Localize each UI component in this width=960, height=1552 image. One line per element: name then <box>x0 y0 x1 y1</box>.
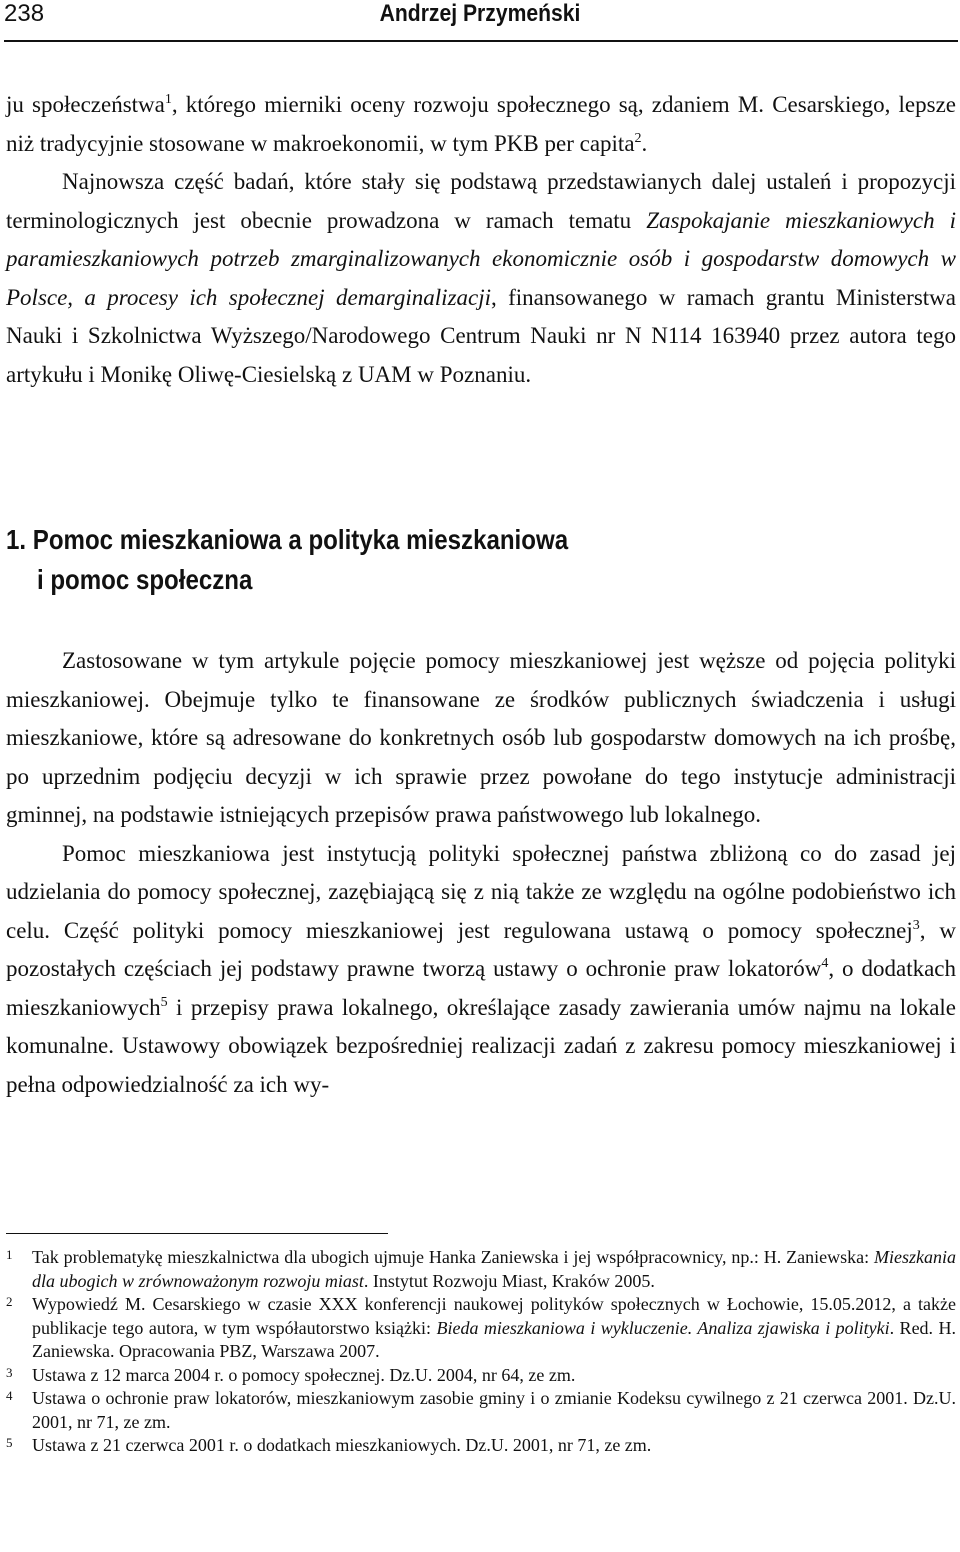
footnote-2: 2 Wypowiedź M. Cesarskiego w czasie XXX konferencji naukowej polityków społecznych w Łochowie, 15.05.2012, a także publikacje tego autora, w tym współautorstwo książki: Bieda mieszkaniowa i wykluczenie. Analiza zjawiska i polityki. Red. H. Zaniewska. Opracowania PBZ, Warszawa 2007. <box>6 1293 956 1364</box>
footnote-ref-3[interactable]: 3 <box>912 917 920 933</box>
running-head-author: Andrzej Przymeński <box>379 0 581 27</box>
footnote-ref-5[interactable]: 5 <box>160 994 168 1010</box>
footnote-number: 3 <box>6 1364 13 1380</box>
footnote-number: 2 <box>6 1294 13 1309</box>
footnote-1: 1 Tak problematykę mieszkalnictwa dla ubogich ujmuje Hanka Zaniewska i jej współpracownicy, np.: H. Zaniewska: Mieszkania dla ubogich w zrównoważonym rozwoju miast. Instytut Rozwoju Miast, Kraków 2005. <box>6 1246 956 1293</box>
footnote-5: 5 Ustawa z 21 czerwca 2001 r. o dodatkach mieszkaniowych. Dz.U. 2001, nr 71, ze zm. <box>6 1434 956 1458</box>
body-text-top <box>6 86 956 394</box>
paragraph-continuation: ju społeczeństwa$^1$, którego mierniki oceny rozwoju społecznego są, zdaniem M. Cesarskiego, lepsze niż tradycyjnie stosowane w makroekonomii, w tym PKB per capita$^2$. <box>6 92 956 156</box>
paragraph-institution: Pomoc mieszkaniowa jest instytucją polityki społecznej państwa zbliżoną co do zasad jej udzielania do pomocy społecznej, zazębiającą się z nią także ze względu na ogólne podobieństwo ich celu. Część polityki pomocy mieszkaniowej jest regulowana ustawą o pomocy społecznej$^3$, w pozostałych częściach jej podstawy prawne tworzą ustawy o ochronie praw lokatorów$^4$, o dodatkach mieszkaniowych$^5$ i przepisy prawa lokalnego, określające zasady zawierania umów najmu na lokale komunalne. Ustawowy obowiązek bezpośredniej realizacji zadań z zakresu pomocy mieszkaniowej i pełna odpowiedzialność za ich wy- <box>6 840 956 1097</box>
paragraph-research: Najnowsza część badań, które stały się podstawą przedstawianych dalej ustaleń i propozycji terminologicznych jest obecnie prowadzona w ramach tematu Zaspokajanie mieszkaniowych i paramieszkaniowych potrzeb zmarginalizowanych ekonomicznie osób i gospodarstw domowych w Polsce, a procesy ich społecznej demarginalizacji, finansowanego w ramach grantu Ministerstwa Nauki i Szkolnictwa Wyższego/Narodowego Centrum Nauki nr N N114 163940 przez autora tego artykułu i Monikę Oliwę-Ciesielską z UAM w Poznaniu. <box>6 169 957 387</box>
section-heading-line1: 1. Pomoc mieszkaniowa a polityka mieszkaniowa <box>6 524 569 555</box>
section-heading <box>6 520 823 600</box>
footnote-number: 1 <box>6 1247 13 1262</box>
paragraph-definition: Zastosowane w tym artykule pojęcie pomocy mieszkaniowej jest węższe od pojęcia polityki mieszkaniowej. Obejmuje tylko te finansowane ze środków publicznych świadczenia i usługi mieszkaniowe, które są adresowane do konkretnych osób lub gospodarstw domowych na ich prośbę, po uprzednim podjęciu decyzji w ich sprawie przez powołane do tego instytucje administracji gminnej, na podstawie istniejących przepisów prawa państwowego lub lokalnego. <box>6 648 956 827</box>
footnotes <box>6 1246 956 1458</box>
footnote-3: 3 Ustawa z 12 marca 2004 r. o pomocy społecznej. Dz.U. 2004, nr 64, ze zm. <box>6 1364 956 1388</box>
project-title: Zaspokajanie mieszkaniowych i paramieszkaniowych potrzeb zmarginalizowanych ekonomicznie osób i gospodarstw domowych w Polsce, a procesy ich społecznej demarginalizacji <box>6 207 957 310</box>
footnote-ref-1[interactable]: 1 <box>164 92 172 107</box>
section-heading-line2: i pomoc społeczna <box>36 564 253 595</box>
footnote-ref-4[interactable]: 4 <box>821 956 829 971</box>
footnote-ref-2[interactable]: 2 <box>634 130 642 146</box>
footnote-4: 4 Ustawa o ochronie praw lokatorów, mieszkaniowym zasobie gminy i o zmianie Kodeksu cywilnego z 21 czerwca 2001. Dz.U. 2001, nr 71, ze zm. <box>6 1387 956 1434</box>
body-text-section <box>6 642 956 1104</box>
footnote-number: 5 <box>6 1435 13 1450</box>
footnote-number: 4 <box>6 1388 13 1403</box>
page-header <box>0 0 960 44</box>
header-rule <box>4 40 958 42</box>
page-number: 238 <box>4 0 45 27</box>
footnote-rule <box>6 1233 388 1234</box>
